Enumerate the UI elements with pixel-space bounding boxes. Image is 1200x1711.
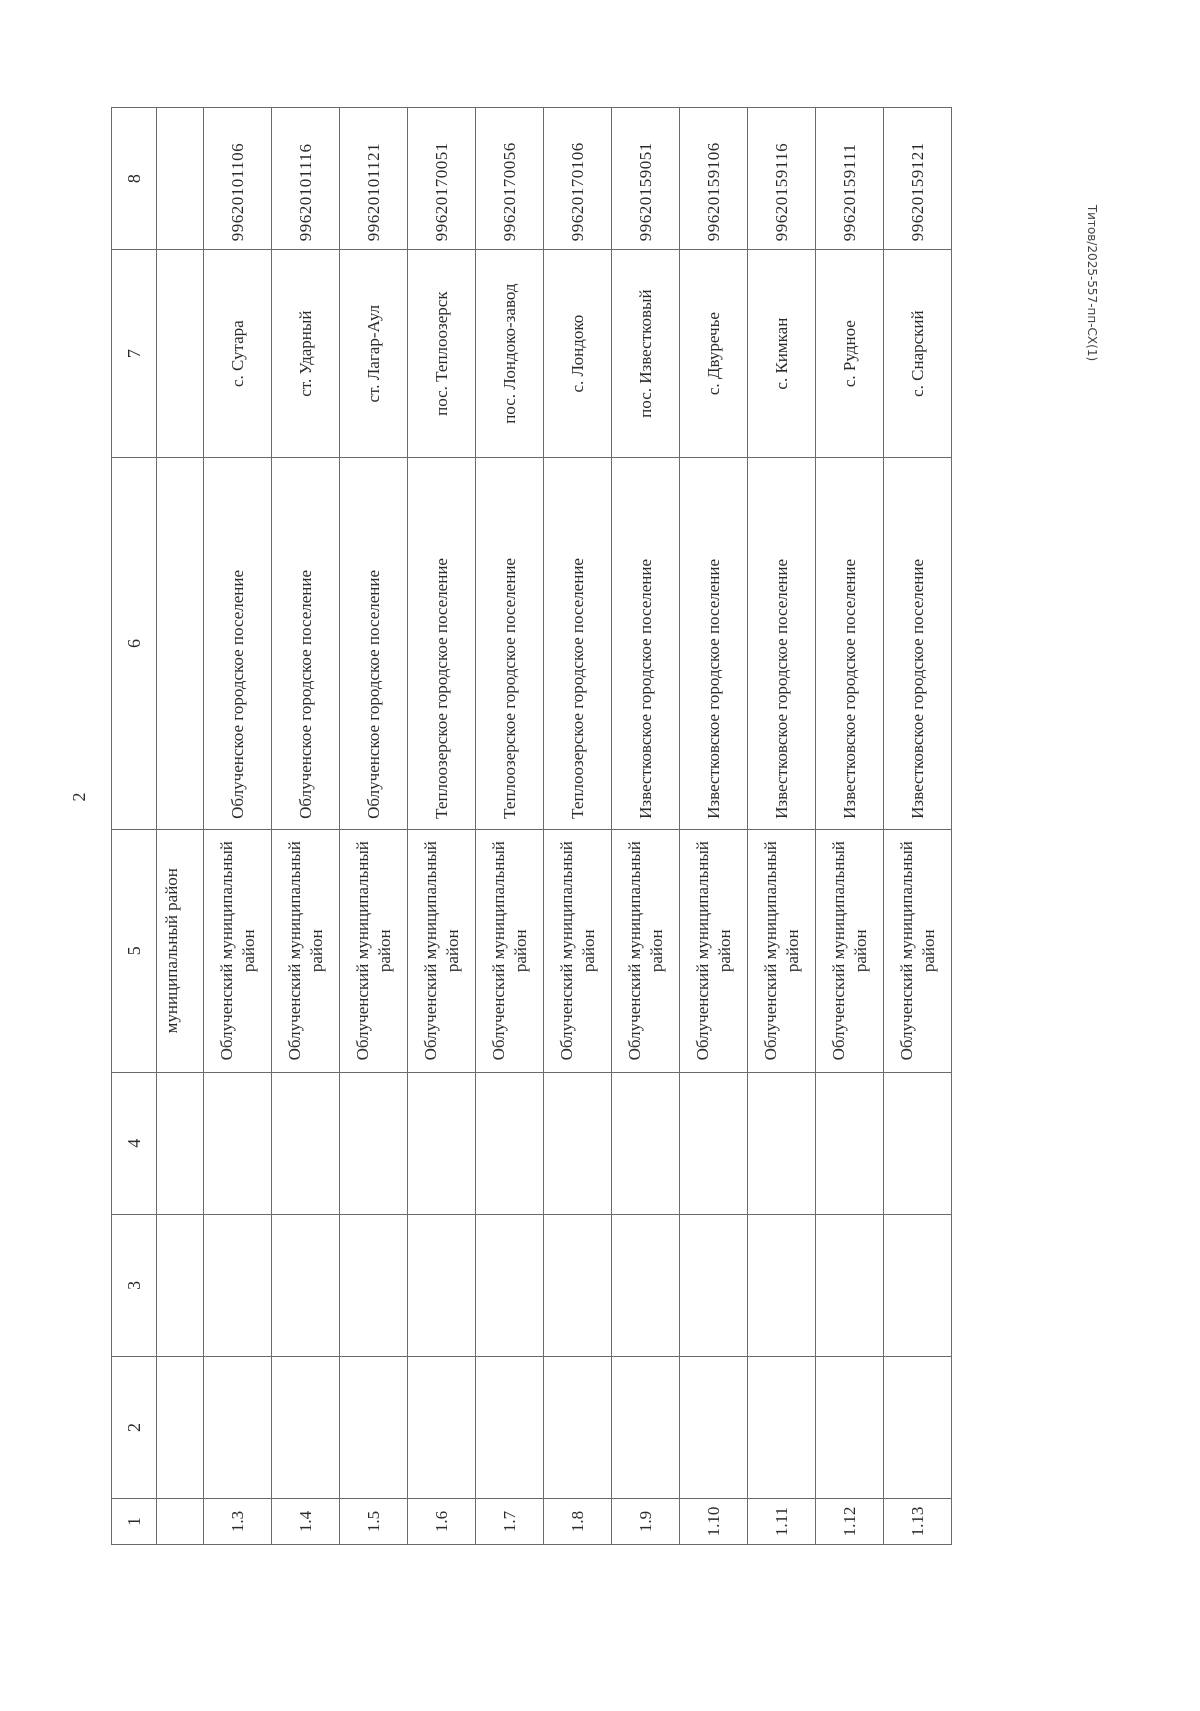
table-row	[408, 108, 476, 1545]
empty-cell	[204, 1214, 272, 1356]
empty-cell	[157, 458, 204, 830]
empty-cell	[157, 1072, 204, 1214]
empty-cell	[204, 1356, 272, 1498]
table-row	[204, 108, 272, 1545]
empty-cell	[476, 1072, 544, 1214]
district-cell: Облученский муниципальный район	[816, 829, 884, 1072]
empty-cell	[884, 1072, 952, 1214]
column-number: 2	[112, 1356, 157, 1498]
column-number: 1	[112, 1499, 157, 1545]
column-number: 4	[112, 1072, 157, 1214]
district-cell: Облученский муниципальный район	[544, 829, 612, 1072]
empty-cell	[816, 1214, 884, 1356]
empty-cell	[544, 1214, 612, 1356]
district-cell: Облученский муниципальный район	[476, 829, 544, 1072]
table-body	[112, 108, 952, 1545]
table-row	[680, 108, 748, 1545]
oktmo-code-cell: 99620101106	[204, 108, 272, 250]
empty-cell	[157, 108, 204, 250]
row-number-cell: 1.5	[340, 1499, 408, 1545]
column-number: 5	[112, 829, 157, 1072]
oktmo-code-cell: 99620159116	[748, 108, 816, 250]
district-cell: Облученский муниципальный район	[680, 829, 748, 1072]
row-number-cell: 1.11	[748, 1499, 816, 1545]
oktmo-code-cell: 99620159051	[612, 108, 680, 250]
settlements-table	[111, 107, 952, 1545]
table-row	[612, 108, 680, 1545]
row-number-cell: 1.12	[816, 1499, 884, 1545]
empty-cell	[272, 1356, 340, 1498]
empty-cell	[408, 1072, 476, 1214]
locality-cell: пос. Теплоозерск	[408, 250, 476, 458]
empty-cell	[408, 1356, 476, 1498]
empty-cell	[748, 1072, 816, 1214]
empty-cell	[340, 1356, 408, 1498]
document-reference	[1077, 148, 1107, 418]
empty-cell	[748, 1356, 816, 1498]
district-cell: Облученский муниципальный район	[272, 829, 340, 1072]
district-cell: Облученский муниципальный район	[408, 829, 476, 1072]
table-row	[748, 108, 816, 1545]
table-wrapper	[111, 107, 938, 1545]
row-number-cell: 1.9	[612, 1499, 680, 1545]
district-cell: Облученский муниципальный район	[612, 829, 680, 1072]
table-row	[476, 108, 544, 1545]
settlement-cell: Облученское городское поселение	[340, 458, 408, 830]
district-cell: Облученский муниципальный район	[748, 829, 816, 1072]
empty-cell	[748, 1214, 816, 1356]
empty-cell	[157, 1356, 204, 1498]
oktmo-code-cell: 99620101116	[272, 108, 340, 250]
empty-cell	[476, 1356, 544, 1498]
settlement-cell: Известковское городское поселение	[816, 458, 884, 830]
empty-cell	[204, 1072, 272, 1214]
locality-cell: с. Снарский	[884, 250, 952, 458]
oktmo-code-cell: 99620170056	[476, 108, 544, 250]
row-number-cell: 1.7	[476, 1499, 544, 1545]
settlement-cell: Известковское городское поселение	[884, 458, 952, 830]
empty-cell	[816, 1072, 884, 1214]
locality-cell: пос. Лондоко-завод	[476, 250, 544, 458]
settlement-cell: Известковское городское поселение	[612, 458, 680, 830]
empty-cell	[340, 1214, 408, 1356]
empty-cell	[612, 1356, 680, 1498]
table-row	[340, 108, 408, 1545]
settlement-cell: Облученское городское поселение	[272, 458, 340, 830]
row-number-cell	[157, 1499, 204, 1545]
empty-cell	[680, 1072, 748, 1214]
empty-cell	[157, 250, 204, 458]
column-number: 8	[112, 108, 157, 250]
row-number-cell: 1.10	[680, 1499, 748, 1545]
oktmo-code-cell: 99620159106	[680, 108, 748, 250]
district-cell: Облученский муниципальный район	[340, 829, 408, 1072]
oktmo-code-cell: 99620170051	[408, 108, 476, 250]
row-number-cell: 1.13	[884, 1499, 952, 1545]
oktmo-code-cell: 99620170106	[544, 108, 612, 250]
table-row	[816, 108, 884, 1545]
empty-cell	[476, 1214, 544, 1356]
page-number: 2	[69, 792, 89, 802]
empty-cell	[544, 1072, 612, 1214]
locality-cell: с. Лондоко	[544, 250, 612, 458]
locality-cell: с. Двуречье	[680, 250, 748, 458]
settlement-cell: Теплоозерское городское поселение	[408, 458, 476, 830]
oktmo-code-cell: 99620101121	[340, 108, 408, 250]
column-number: 3	[112, 1214, 157, 1356]
settlement-cell: Облученское городское поселение	[204, 458, 272, 830]
empty-cell	[612, 1072, 680, 1214]
empty-cell	[408, 1214, 476, 1356]
settlement-cell: Теплоозерское городское поселение	[544, 458, 612, 830]
empty-cell	[680, 1214, 748, 1356]
empty-cell	[157, 1214, 204, 1356]
column-number-row	[112, 108, 157, 1545]
settlement-cell: Теплоозерское городское поселение	[476, 458, 544, 830]
oktmo-code-cell: 99620159111	[816, 108, 884, 250]
settlement-cell: Известковское городское поселение	[748, 458, 816, 830]
table-row	[272, 108, 340, 1545]
locality-cell: с. Сутара	[204, 250, 272, 458]
row-number-cell: 1.8	[544, 1499, 612, 1545]
row-number-cell: 1.3	[204, 1499, 272, 1545]
empty-cell	[340, 1072, 408, 1214]
empty-cell	[544, 1356, 612, 1498]
empty-cell	[816, 1356, 884, 1498]
locality-cell: ст. Лагар-Аул	[340, 250, 408, 458]
empty-cell	[884, 1356, 952, 1498]
document-reference-text: Титов/2025-557-пп-СХ(1)	[1085, 204, 1099, 362]
empty-cell	[680, 1356, 748, 1498]
locality-cell: с. Кимкан	[748, 250, 816, 458]
settlement-cell: Известковское городское поселение	[680, 458, 748, 830]
empty-cell	[884, 1214, 952, 1356]
empty-cell	[272, 1072, 340, 1214]
locality-cell: пос. Известковый	[612, 250, 680, 458]
column-number: 6	[112, 458, 157, 830]
row-number-cell: 1.4	[272, 1499, 340, 1545]
district-cell: Облученский муниципальный район	[204, 829, 272, 1072]
district-cell: муниципальный район	[157, 829, 204, 1072]
district-cell: Облученский муниципальный район	[884, 829, 952, 1072]
empty-cell	[272, 1214, 340, 1356]
table-row	[544, 108, 612, 1545]
continuation-row	[157, 108, 204, 1545]
table-row	[884, 108, 952, 1545]
empty-cell	[612, 1214, 680, 1356]
locality-cell: с. Рудное	[816, 250, 884, 458]
column-number: 7	[112, 250, 157, 458]
locality-cell: ст. Ударный	[272, 250, 340, 458]
oktmo-code-cell: 99620159121	[884, 108, 952, 250]
row-number-cell: 1.6	[408, 1499, 476, 1545]
